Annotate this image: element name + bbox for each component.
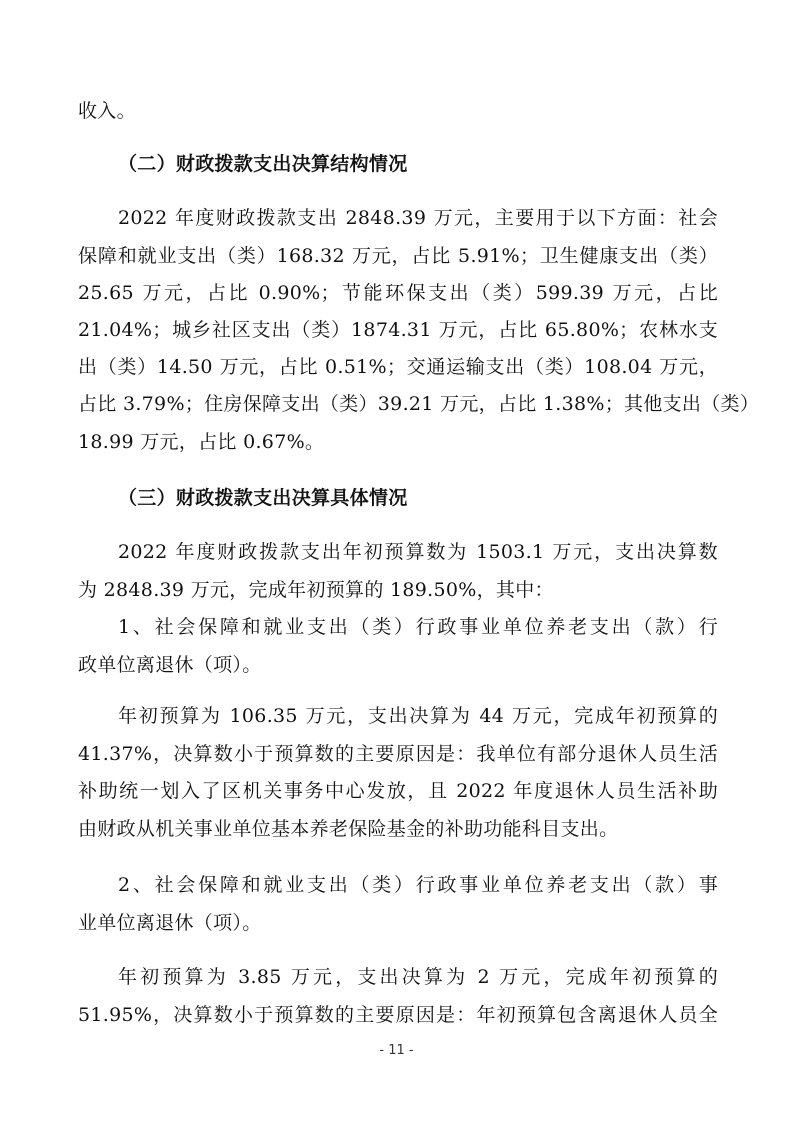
text-line: 41.37%，决算数小于预算数的主要原因是：我单位有部分退休人员生活: [78, 743, 718, 765]
text-line: 51.95%，决算数小于预算数的主要原因是：年初预算包含离退休人员全: [78, 1004, 718, 1026]
text-line: 21.04%；城乡社区支出（类）1874.31 万元，占比 65.80%；农林水支: [78, 319, 718, 341]
text-line: 2022 年度财政拨款支出年初预算数为 1503.1 万元，支出决算数: [118, 541, 718, 563]
section-heading-2: （二）财政拨款支出决算结构情况: [118, 153, 408, 175]
text-line: 2022 年度财政拨款支出 2848.39 万元，主要用于以下方面：社会: [118, 207, 718, 229]
text-line: 25.65 万元，占比 0.90%；节能环保支出（类）599.39 万元，占比: [78, 282, 718, 304]
text-line: 年初预算为 106.35 万元，支出决算为 44 万元，完成年初预算的: [118, 705, 718, 727]
text-line: 占比 3.79%；住房保障支出（类）39.21 万元，占比 1.38%；其他支出（类）: [78, 393, 760, 415]
text-line: 政单位离退休（项）。: [78, 654, 262, 676]
page-number: - 11 -: [379, 1043, 414, 1058]
text-line: 为 2848.39 万元，完成年初预算的 189.50%，其中：: [78, 579, 554, 601]
text-line: 保障和就业支出（类）168.32 万元，占比 5.91%；卫生健康支出（类）: [78, 245, 718, 267]
text-line: 业单位离退休（项）。: [78, 912, 262, 934]
text-line: 补助统一划入了区机关事务中心发放，且 2022 年度退休人员生活补助: [78, 780, 718, 802]
text-line: 由财政从机关事业单位基本养老保险基金的补助功能科目支出。: [78, 818, 619, 840]
text-line: 1、社会保障和就业支出（类）行政事业单位养老支出（款）行: [118, 616, 718, 638]
text-line: 18.99 万元，占比 0.67%。: [78, 431, 325, 453]
text-line: 收入。: [78, 100, 136, 122]
text-line: 2、社会保障和就业支出（类）行政事业单位养老支出（款）事: [118, 874, 718, 896]
text-line: 年初预算为 3.85 万元，支出决算为 2 万元，完成年初预算的: [118, 966, 718, 988]
text-line: 出（类）14.50 万元，占比 0.51%；交通运输支出（类）108.04 万元，: [78, 356, 718, 378]
section-heading-3: （三）财政拨款支出决算具体情况: [118, 487, 408, 509]
